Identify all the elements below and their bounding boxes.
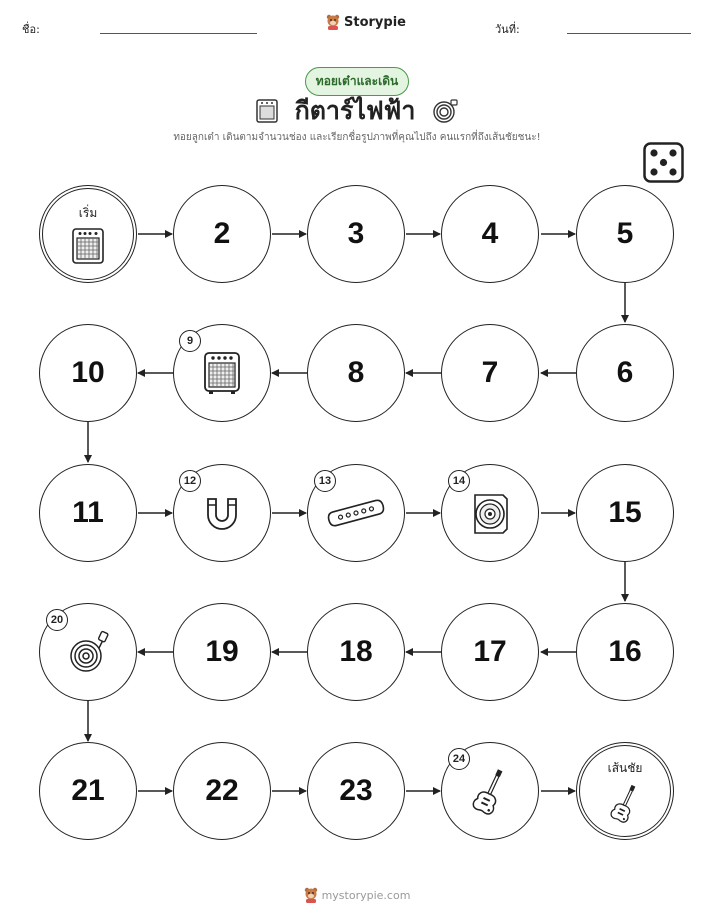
board-space-18 [307,603,405,701]
board-space-2 [173,185,271,283]
board-space-finish [576,742,674,840]
board-space-6 [576,324,674,422]
board-space-3 [307,185,405,283]
speaker-icon [469,491,511,535]
space-number: 18 [339,635,373,668]
amplifier-icon [71,227,105,265]
board-space-21 [39,742,137,840]
space-number: 2 [213,217,231,250]
board-space-8 [307,324,405,422]
electric-guitar-icon [610,782,640,824]
space-number: 21 [71,774,105,807]
footer-url[interactable]: mystorypie.com [321,888,411,902]
finish-label: เส้นชัย [607,760,643,775]
magnet-icon [202,493,242,533]
space-badge-20: 20 [46,609,68,631]
space-number: 22 [205,774,239,807]
pickup-icon [324,496,388,530]
footer-brand [304,887,411,903]
board-space-4 [441,185,539,283]
name-label: ชื่อ: [22,23,40,36]
board-space-22 [173,742,271,840]
bear-icon [304,887,318,903]
space-badge-14: 14 [448,470,470,492]
space-badge-12: 12 [179,470,201,492]
board-space-16 [576,603,674,701]
space-badge-13: 13 [314,470,336,492]
space-number: 3 [347,217,365,250]
date-label: วันที่: [495,23,520,36]
space-badge-9: 9 [179,330,201,352]
amplifier-icon [203,351,241,395]
space-number: 17 [473,635,507,668]
instructions: ทอยลูกเต๋า เดินตามจำนวนช่อง และเรียกชื่อรูปภาพที่คุณไปถึง คนแรกที่ถึงเส้นชัยชนะ! [173,132,541,143]
board-space-11 [39,464,137,562]
board-space-15 [576,464,674,562]
board-space-start [39,185,137,283]
space-number: 15 [608,496,642,529]
board-space-19 [173,603,271,701]
space-badge-24: 24 [448,748,470,770]
page-title: กีตาร์ไฟฟ้า [294,96,416,125]
board-space-5 [576,185,674,283]
board-space-7 [441,324,539,422]
board-space-23 [307,742,405,840]
space-number: 5 [616,217,634,250]
space-number: 19 [205,635,239,668]
space-number: 23 [339,774,373,807]
space-number: 10 [71,356,105,389]
brand-name: Storypie [344,14,406,30]
space-number: 6 [616,356,634,389]
space-number: 8 [347,356,365,389]
cable-icon [66,630,110,674]
start-label: เริ่ม [78,205,98,220]
game-type-pill: ทอยเต๋าและเดิน [305,67,409,96]
space-number: 11 [72,496,104,529]
space-number: 4 [481,217,499,250]
space-number: 16 [608,635,642,668]
space-number: 7 [481,356,499,389]
electric-guitar-icon [472,766,508,816]
board-space-17 [441,603,539,701]
board-space-10 [39,324,137,422]
